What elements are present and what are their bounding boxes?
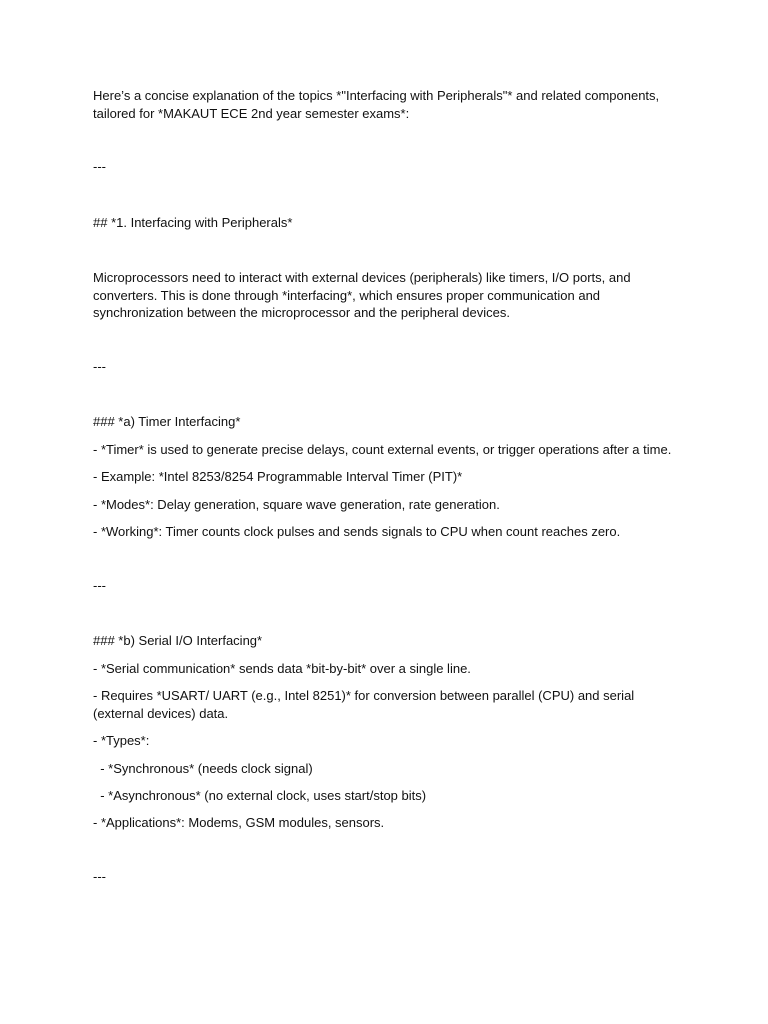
timer-bullet-3: - *Modes*: Delay generation, square wave generation, rate generation. (93, 497, 500, 512)
serial-sub-bullet-2: - *Asynchronous* (no external clock, uses start/stop bits) (93, 788, 427, 803)
section-heading-peripherals: ## *1. Interfacing with Peripherals* (93, 215, 293, 230)
separator-2: --- (93, 359, 106, 374)
subheading-serial-io: ### *b) Serial I/O Interfacing* (93, 633, 263, 648)
intro-line-2: tailored for *MAKAUT ECE 2nd year semester exams*: (93, 105, 410, 121)
serial-bullet-2-line-2: (external devices) data. (93, 705, 229, 721)
timer-bullet-1: - *Timer* is used to generate precise delays, count external events, or trigger operations after a time. (93, 442, 672, 457)
peripherals-para-line-1: Microprocessors need to interact with external devices (peripherals) like timers, I/O ports, and (93, 270, 631, 285)
separator-3: --- (93, 578, 106, 593)
serial-bullet-3: - *Types*: (93, 733, 150, 748)
serial-bullet-2-line-1: - Requires *USART/ UART (e.g., Intel 8251)* for conversion between parallel (CPU) and serial (93, 688, 635, 703)
separator-4: --- (93, 869, 106, 884)
timer-bullet-4: - *Working*: Timer counts clock pulses and sends signals to CPU when count reaches zero. (93, 524, 621, 539)
serial-bullet-4: - *Applications*: Modems, GSM modules, sensors. (93, 815, 385, 830)
separator-1: --- (93, 159, 106, 174)
intro-line-1: Here’s a concise explanation of the topics *"Interfacing with Peripherals"* and related components, (93, 88, 660, 103)
subheading-timer: ### *a) Timer Interfacing* (93, 414, 241, 429)
peripherals-para-line-3: synchronization between the microprocessor and the peripheral devices. (93, 305, 510, 320)
serial-bullet-1: - *Serial communication* sends data *bit-by-bit* over a single line. (93, 661, 471, 676)
peripherals-para-line-2: converters. This is done through *interfacing*, which ensures proper communication and (93, 287, 601, 303)
timer-bullet-2: - Example: *Intel 8253/8254 Programmable Interval Timer (PIT)* (93, 469, 463, 484)
serial-sub-bullet-1: - *Synchronous* (needs clock signal) (93, 761, 313, 776)
